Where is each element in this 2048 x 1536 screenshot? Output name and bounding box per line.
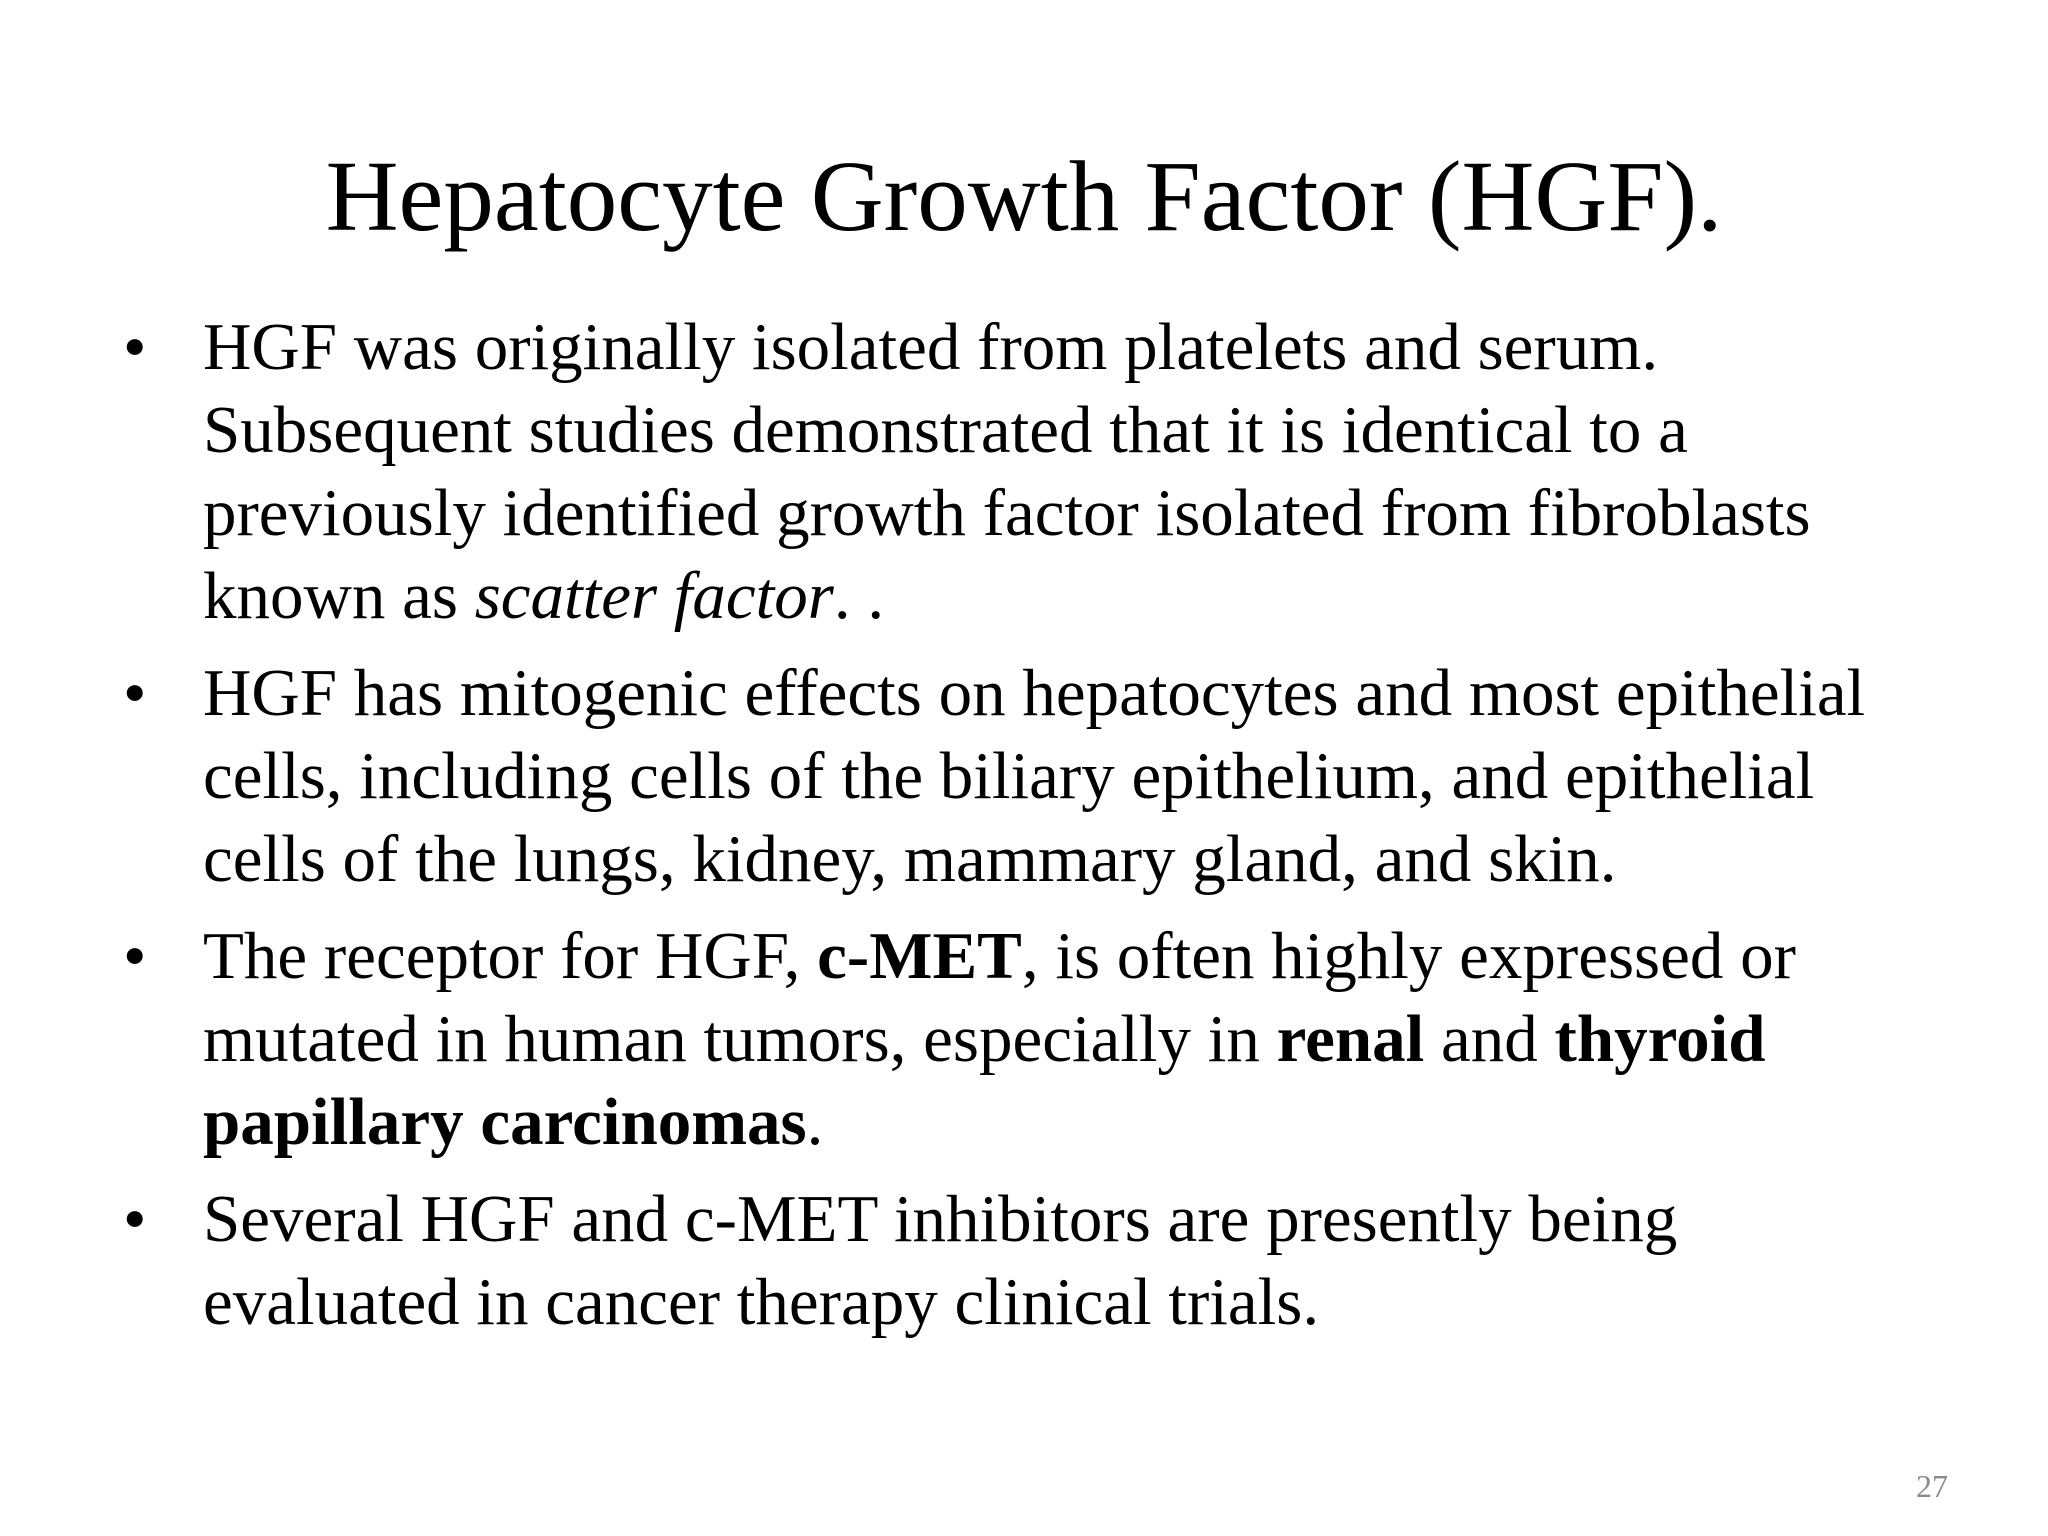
bullet-2-line-2: cells, including cells of the biliary epithelium, and epithelial [203,739,1815,813]
bullet-3-line-1-text: The receptor for HGF, [203,919,818,993]
bullet-marker: • [123,919,147,993]
bullet-3-line-3-end: . [806,1085,824,1159]
bullet-list [123,306,1983,1358]
bullet-1-line-1: HGF was originally isolated from platelets and serum. [203,310,1659,384]
slide-title: Hepatocyte Growth Factor (HGF). [325,140,1723,252]
papillary-carcinomas-term: papillary carcinomas [203,1085,807,1159]
bullet-item-1 [123,306,1983,638]
bullet-1-line-4-text: known as [203,559,475,633]
bullet-1-line-4 [203,555,1983,638]
bullet-1-line-2: Subsequent studies demonstrated that it is identical to a [203,393,1688,467]
bullet-item-3 [123,915,1983,1164]
bullet-4-line-1: Several HGF and c-MET inhibitors are presently being [203,1182,1678,1256]
bullet-item-4 [123,1178,1983,1344]
bullet-marker: • [123,656,147,730]
bullet-2-line-1: HGF has mitogenic effects on hepatocytes and most epithelial [203,656,1866,730]
bullet-4-line-2: evaluated in cancer therapy clinical trials. [203,1265,1320,1339]
bullet-marker: • [123,1182,147,1256]
thyroid-term: thyroid [1554,1002,1766,1076]
bullet-3-line-1 [203,915,1983,998]
bullet-marker: • [123,310,147,384]
scatter-factor-term: scatter factor [474,559,834,633]
renal-term: renal [1276,1002,1425,1076]
bullet-2-line-3: cells of the lungs, kidney, mammary gland, and skin. [203,822,1617,896]
c-met-term: c-MET [817,919,1022,993]
bullet-3-line-2 [203,998,1983,1081]
bullet-item-2 [123,652,1983,901]
page-number: 27 [1916,1468,1948,1504]
bullet-1-line-4-end: . . [833,559,885,633]
bullet-3-line-1-end: , is often highly expressed or [1021,919,1796,993]
bullet-3-line-2-text: mutated in human tumors, especially in [203,1002,1277,1076]
bullet-1-line-3: previously identified growth factor isolated from fibroblasts [203,476,1811,550]
bullet-3-line-3 [203,1081,1983,1164]
bullet-3-line-2-and: and [1424,1002,1555,1076]
